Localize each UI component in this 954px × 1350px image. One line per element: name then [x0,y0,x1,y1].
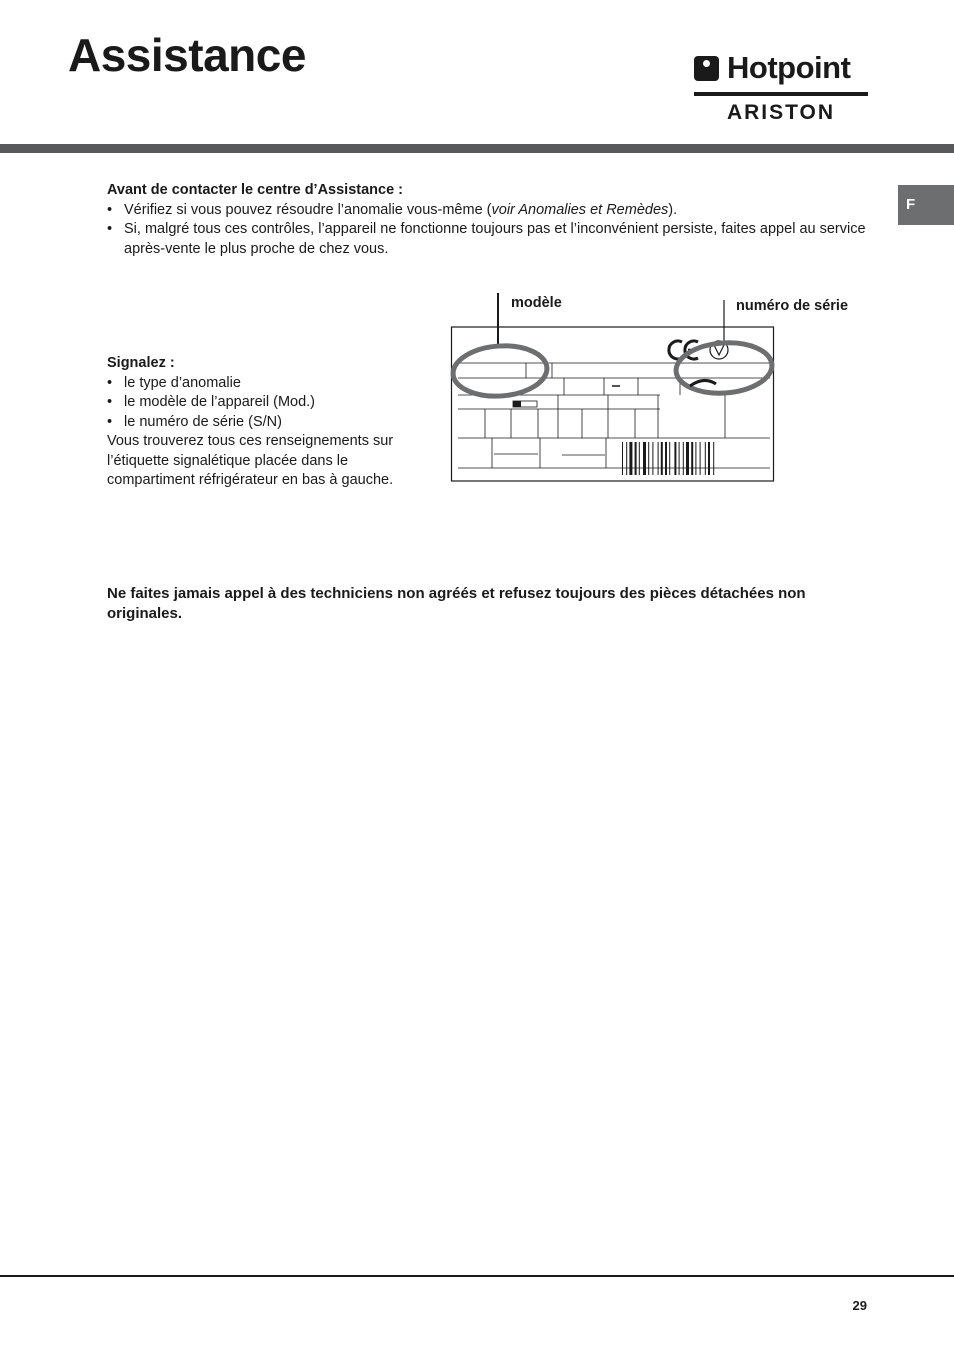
arrow-icon [690,380,716,386]
list-item: • Si, malgré tous ces contrôles, l’appareil ne fonctionne toujours pas et l’inconvénient persiste, faites appel au service après-vente le plus proche de chez vous. [107,220,867,259]
bullet-text-end: ). [668,201,678,218]
cross-reference: voir Anomalies et Remèdes [491,201,669,218]
footer-rule [0,1275,954,1277]
serial-highlight [674,340,773,397]
callout-model: modèle [511,295,562,311]
barcode-bar [669,442,670,475]
page-title: Assistance [68,29,306,81]
barcode-bar [639,442,640,475]
list-item: • le type d’anomalie [107,374,427,394]
barcode-bar [665,442,667,475]
barcode-bar [700,442,701,475]
barcode-bar [705,442,706,475]
list-item: • le numéro de série (S/N) [107,413,427,433]
intro-list [107,201,867,260]
header-rule [0,144,954,153]
bullet-text: Vérifiez si vous pouvez résoudre l’anomalie vous-même ( [124,201,492,218]
barcode-bar [691,442,693,475]
barcode-bar [708,442,710,475]
signal-section [107,354,427,491]
energy-class-marker [513,401,521,407]
intro-section [107,181,867,259]
barcode-bar [683,442,684,475]
barcode-bar [652,442,653,475]
barcode-bar [648,442,649,475]
brand-logo [694,50,868,126]
barcode-bar [658,442,659,475]
logo-divider [694,92,868,96]
barcode-bar [643,442,646,475]
barcode-bar [661,442,663,475]
barcode-bar [686,442,689,475]
barcode-bar [674,442,676,475]
barcode [622,442,714,475]
callout-serial: numéro de série [736,298,849,314]
model-highlight [451,343,548,399]
barcode-bar [713,442,714,475]
list-item [107,201,867,221]
rating-plate [452,327,774,481]
barcode-bar [679,442,680,475]
signal-note: Vous trouverez tous ces renseignements sur l’étiquette signalétique placée dans le compartiment réfrigérateur en bas à gauche. [107,433,394,488]
logo-sub-brand: ARISTON [726,101,836,124]
barcode-bar [695,442,696,475]
rating-label-figure [450,292,860,484]
intro-heading: Avant de contacter le centre d’Assistance : [107,182,404,198]
list-item: • le modèle de l’appareil (Mod.) [107,393,427,413]
signal-heading: Signalez : [107,355,175,371]
language-tab: F [898,185,954,225]
barcode-bar [635,442,637,475]
logo-brand-name: Hotpoint [727,50,851,85]
warning-text: Ne faites jamais appel à des techniciens non agréés et refusez toujours des pièces détachées non originales. [107,585,806,622]
barcode-bar [622,442,623,475]
brand-mark-icon [694,56,719,81]
barcode-bar [626,442,627,475]
signal-list [107,374,427,433]
barcode-bar [629,442,632,475]
page-number: 29 [852,1298,867,1313]
